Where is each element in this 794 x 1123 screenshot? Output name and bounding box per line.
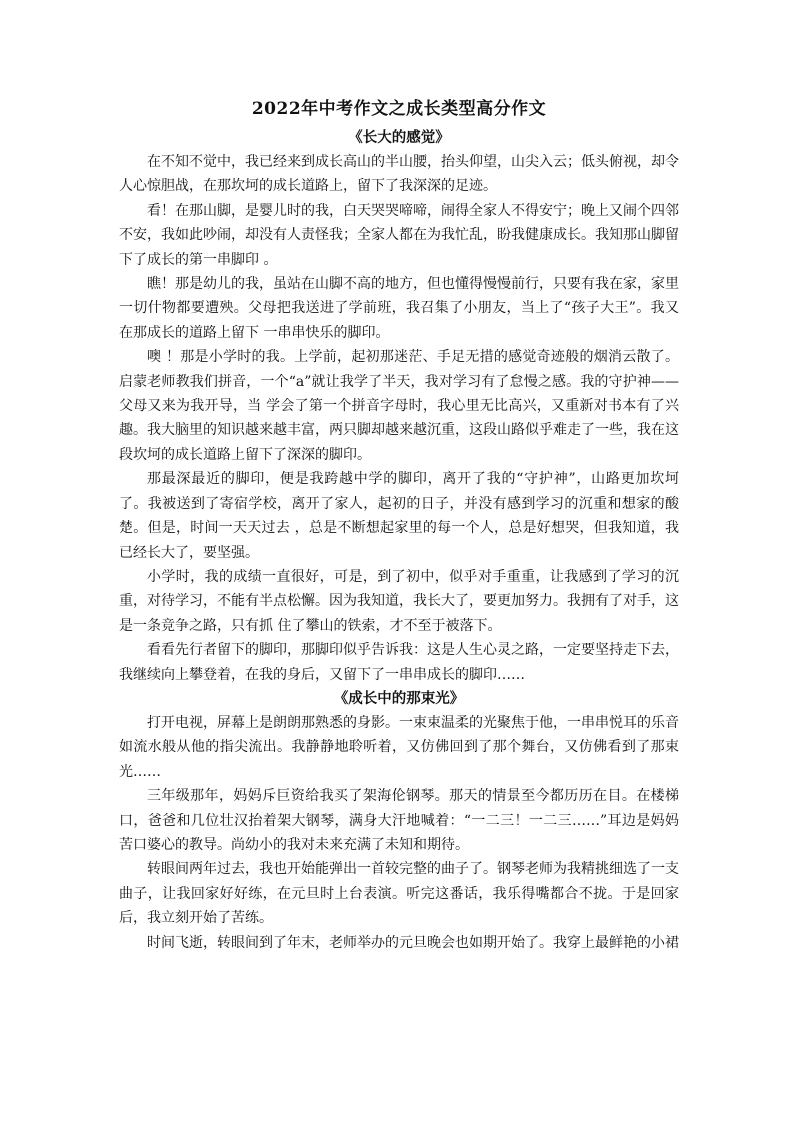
essay-2-paragraph: 三年级那年，妈妈斥巨资给我买了架海伦钢琴。那天的情景至今都历历在目。在楼梯口，爸爸和几位壮汉抬着架大钢琴，满身大汗地喊着：“一二三！一二三……”耳边是妈妈苦口婆心的教导。尚幼小的我对未来充满了未知和期待。 — [119, 788, 679, 853]
essay-1-paragraph: 在不知不觉中，我已经来到成长高山的半山腰，抬头仰望，山尖入云；低头俯视，却令人心惊胆战，在那坎坷的成长道路上，留下了我深深的足迹。 — [119, 154, 679, 195]
essay-1-paragraph: 看看先行者留下的脚印，那脚印似乎告诉我：这是人生心灵之路，一定要坚持走下去，我继续向上攀登着，在我的身后，又留下了一串串成长的脚印…… — [119, 642, 679, 683]
document-title: 2022年中考作文之成长类型高分作文 — [251, 99, 547, 119]
essay-2-paragraph: 转眼间两年过去，我也开始能弹出一首较完整的曲子了。钢琴老师为我精挑细选了一支曲子，让我回家好好练，在元旦时上台表演。听完这番话，我乐得嘴都合不拢。于是回家后，我立刻开始了苦练。 — [119, 861, 679, 927]
essay-2 — [119, 687, 679, 955]
essay-1-paragraph: 噢 ！那是小学时的我。上学前，起初那迷茫、手足无措的感觉奇迹般的烟消云散了。启蒙老师教我们拼音，一个“a”就让我学了半天，我对学习有了怠慢之感。我的守护神——父母又来为我开导，当 学会了第一个拼音字母时，我心里无比高兴，又重新对书本有了兴趣。我大脑里的知识越来越丰富，两只脚却越来越沉重，这段山路似乎难走了一些，我在这段坎坷的成长道路上留下了深深的脚印。 — [119, 349, 679, 463]
document-page — [119, 96, 679, 955]
essay-1-paragraph: 那最深最近的脚印，便是我跨越中学的脚印，离开了我的“守护神”，山路更加坎坷了。我被送到了寄宿学校，离开了家人，起初的日子，并没有感到学习的沉重和想家的酸楚。但是，时间一天天过去 ，总是不断想起家里的每一个人，总是好想哭，但我知道，我已经长大了，要坚强。 — [119, 471, 679, 561]
essay-2-title: 《成长中的那束光》 — [333, 689, 465, 707]
essay-1-title: 《长大的感觉》 — [348, 129, 450, 146]
essay-2-paragraph: 时间飞逝，转眼间到了年末，老师举办的元旦晚会也如期开始了。我穿上最鲜艳的小裙 — [147, 934, 679, 951]
essay-1-paragraph: 小学时，我的成绩一直很好，可是，到了初中，似乎对手重重，让我感到了学习的沉重，对待学习，不能有半点松懈。因为我知道，我长大了，要更加努力。我拥有了对手，这是一条竞争之路，只有抓 住了攀山的铁索，才不至于被落下。 — [119, 568, 679, 634]
essay-1 — [119, 126, 679, 687]
essay-2-paragraph: 打开电视，屏幕上是朗朗那熟悉的身影。一束束温柔的光聚焦于他，一串串悦耳的乐音如流水般从他的指尖流出。我静静地聆听着，又仿佛回到了那个舞台，又仿佛看到了那束光…… — [119, 714, 679, 780]
essay-1-paragraph: 看！在那山脚，是婴儿时的我，白天哭哭啼啼，闹得全家人不得安宁；晚上又闹个四邻不安，我如此吵闹，却没有人责怪我；全家人都在为我忙乱，盼我健康成长。我知那山脚留下了成长的第一串脚印 。 — [119, 202, 679, 268]
essay-1-paragraph: 瞧！那是幼儿的我，虽站在山脚不高的地方，但也懂得慢慢前行，只要有我在家，家里一切什物都要遭殃。父母把我送进了学前班，我召集了小朋友，当上了“孩子大王”。我又在那成长的道路上留下 一串串快乐的脚印。 — [119, 276, 679, 341]
